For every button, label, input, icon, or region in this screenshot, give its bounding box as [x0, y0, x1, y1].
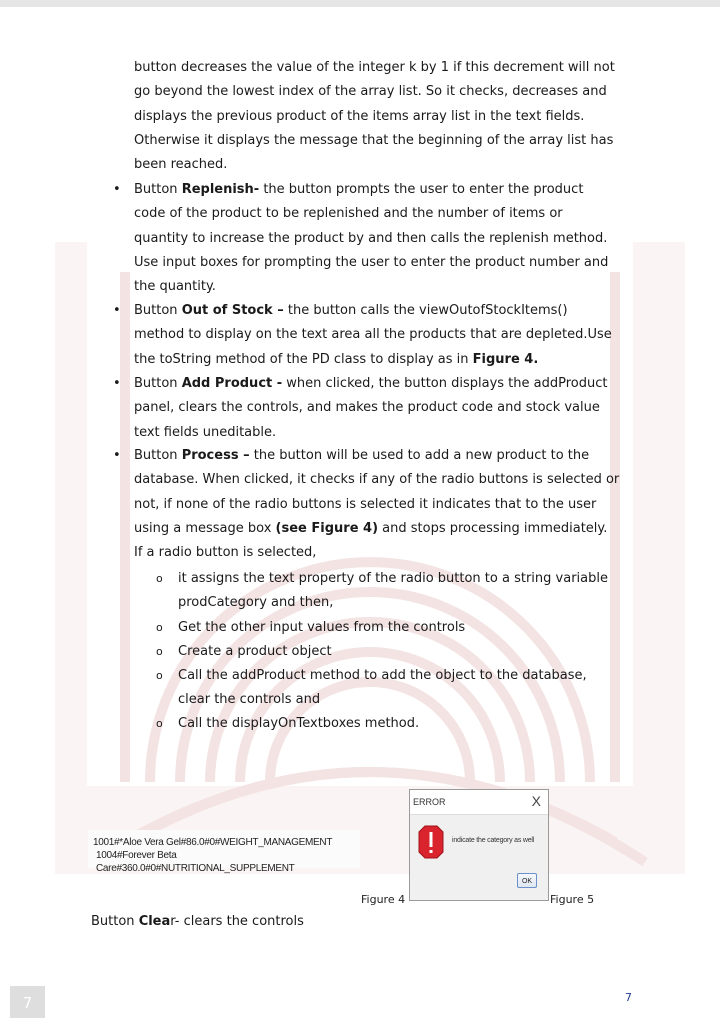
- text-line: Call the displayOnTextboxes method.: [178, 716, 420, 731]
- text-line: clear the controls and: [178, 692, 321, 708]
- text-fragment: Button: [134, 182, 182, 197]
- text-line: Use input boxes for prompting the user to enter the product number and: [134, 254, 609, 270]
- sub-bullet-icon: o: [156, 621, 163, 634]
- intro-paragraph: [134, 56, 634, 177]
- text-line: [134, 444, 634, 468]
- output-line: 1004#Forever Beta Care#360.0#0#NUTRITIONAL_SUPPLEMENT: [96, 850, 295, 874]
- bullet-icon: •: [113, 303, 121, 318]
- sub-item: [178, 567, 608, 616]
- text-fragment: and stops processing immediately.: [378, 520, 608, 536]
- text-line: panel, clears the controls, and makes the product code and stock value: [134, 400, 600, 416]
- text-fragment: Button: [134, 303, 182, 318]
- text-line: button decreases the value of the integer k by 1 if this decrement will not: [134, 60, 615, 75]
- text-fragment: Button: [134, 376, 182, 391]
- figure-4-caption: Figure 4: [361, 893, 406, 906]
- text-line: it assigns the text property of the radio button to a string variable: [178, 571, 608, 586]
- text-line: prodCategory and then,: [178, 595, 334, 611]
- output-line: 1001#*Aloe Vera Gel#86.0#0#WEIGHT_MANAGEMENT: [93, 837, 333, 848]
- figure-5-caption: Figure 5: [550, 893, 595, 906]
- text-line: been reached.: [134, 157, 228, 173]
- sub-bullet-icon: o: [156, 717, 163, 730]
- top-border: [0, 0, 720, 7]
- close-icon[interactable]: X: [531, 793, 541, 809]
- text-fragment: Button: [134, 448, 182, 463]
- text-line: [134, 372, 634, 396]
- text-line: [134, 517, 634, 541]
- button-name: Process –: [181, 448, 250, 463]
- sub-item: [178, 640, 332, 664]
- text-fragment: the button calls the viewOutofStockItems(): [283, 303, 568, 318]
- figure-4-output: [88, 830, 360, 874]
- text-line: method to display on the text area all the products that are depleted.Use: [134, 327, 612, 343]
- dialog-message: indicate the category as well: [452, 837, 535, 844]
- text-fragment: Button: [91, 914, 139, 929]
- text-line: [134, 348, 634, 372]
- text-line: [134, 299, 634, 323]
- sub-bullet-icon: o: [156, 669, 163, 682]
- page-number: 7: [625, 991, 632, 1004]
- text-line: database. When clicked, it checks if any of the radio buttons is selected or: [134, 472, 620, 488]
- text-line: code of the product to be replenished and the number of items or: [134, 206, 563, 222]
- dialog-titlebar: [410, 790, 548, 815]
- bullet-icon: •: [113, 182, 121, 197]
- figure-reference: Figure 4.: [472, 351, 539, 367]
- error-dialog: [409, 789, 549, 901]
- button-name: Out of Stock –: [181, 303, 284, 318]
- button-name: Clea: [138, 914, 171, 929]
- text-line: Otherwise it displays the message that the beginning of the array list has: [134, 132, 614, 148]
- replenish-item: [134, 178, 634, 299]
- sub-item: [178, 616, 465, 640]
- text-line: If a radio button is selected,: [134, 545, 317, 561]
- bullet-icon: •: [113, 448, 121, 463]
- text-line: the quantity.: [134, 279, 216, 295]
- process-item: [134, 444, 634, 565]
- error-icon: [418, 825, 444, 859]
- text-line: quantity to increase the product by and then calls the replenish method.: [134, 230, 608, 246]
- ok-button[interactable]: OK: [517, 873, 537, 888]
- text-line: go beyond the lowest index of the array list. So it checks, decreases and: [134, 84, 607, 100]
- text-fragment: when clicked, the button displays the addProduct: [282, 376, 608, 391]
- button-name: Add Product -: [181, 376, 283, 391]
- sub-bullet-icon: o: [156, 572, 163, 585]
- text-line: displays the previous product of the items array list in the text fields.: [134, 108, 585, 124]
- dialog-title: ERROR: [413, 797, 446, 807]
- bullet-icon: •: [113, 376, 121, 391]
- sub-bullet-icon: o: [156, 645, 163, 658]
- button-name: Replenish-: [181, 182, 260, 197]
- page-tab: 7: [10, 986, 45, 1018]
- sub-item: [178, 664, 587, 713]
- text-line: [134, 178, 634, 202]
- text-fragment: the toString method of the PD class to display as in: [134, 351, 473, 367]
- text-fragment: r- clears the controls: [170, 914, 304, 929]
- add-product-item: [134, 372, 634, 445]
- sub-item: [178, 712, 419, 736]
- text-fragment: the button will be used to add a new product to the: [249, 448, 590, 463]
- figure-reference: (see Figure 4): [275, 520, 379, 536]
- text-line: Get the other input values from the controls: [178, 620, 466, 635]
- out-of-stock-item: [134, 299, 634, 372]
- text-line: text fields uneditable.: [134, 424, 277, 440]
- text-fragment: using a message box: [134, 520, 276, 536]
- text-line: not, if none of the radio buttons is selected it indicates that to the user: [134, 496, 597, 512]
- clear-button-description: [91, 911, 304, 933]
- text-line: Call the addProduct method to add the object to the database,: [178, 668, 587, 683]
- text-line: Create a product object: [178, 644, 332, 659]
- text-fragment: the button prompts the user to enter the product: [259, 182, 584, 197]
